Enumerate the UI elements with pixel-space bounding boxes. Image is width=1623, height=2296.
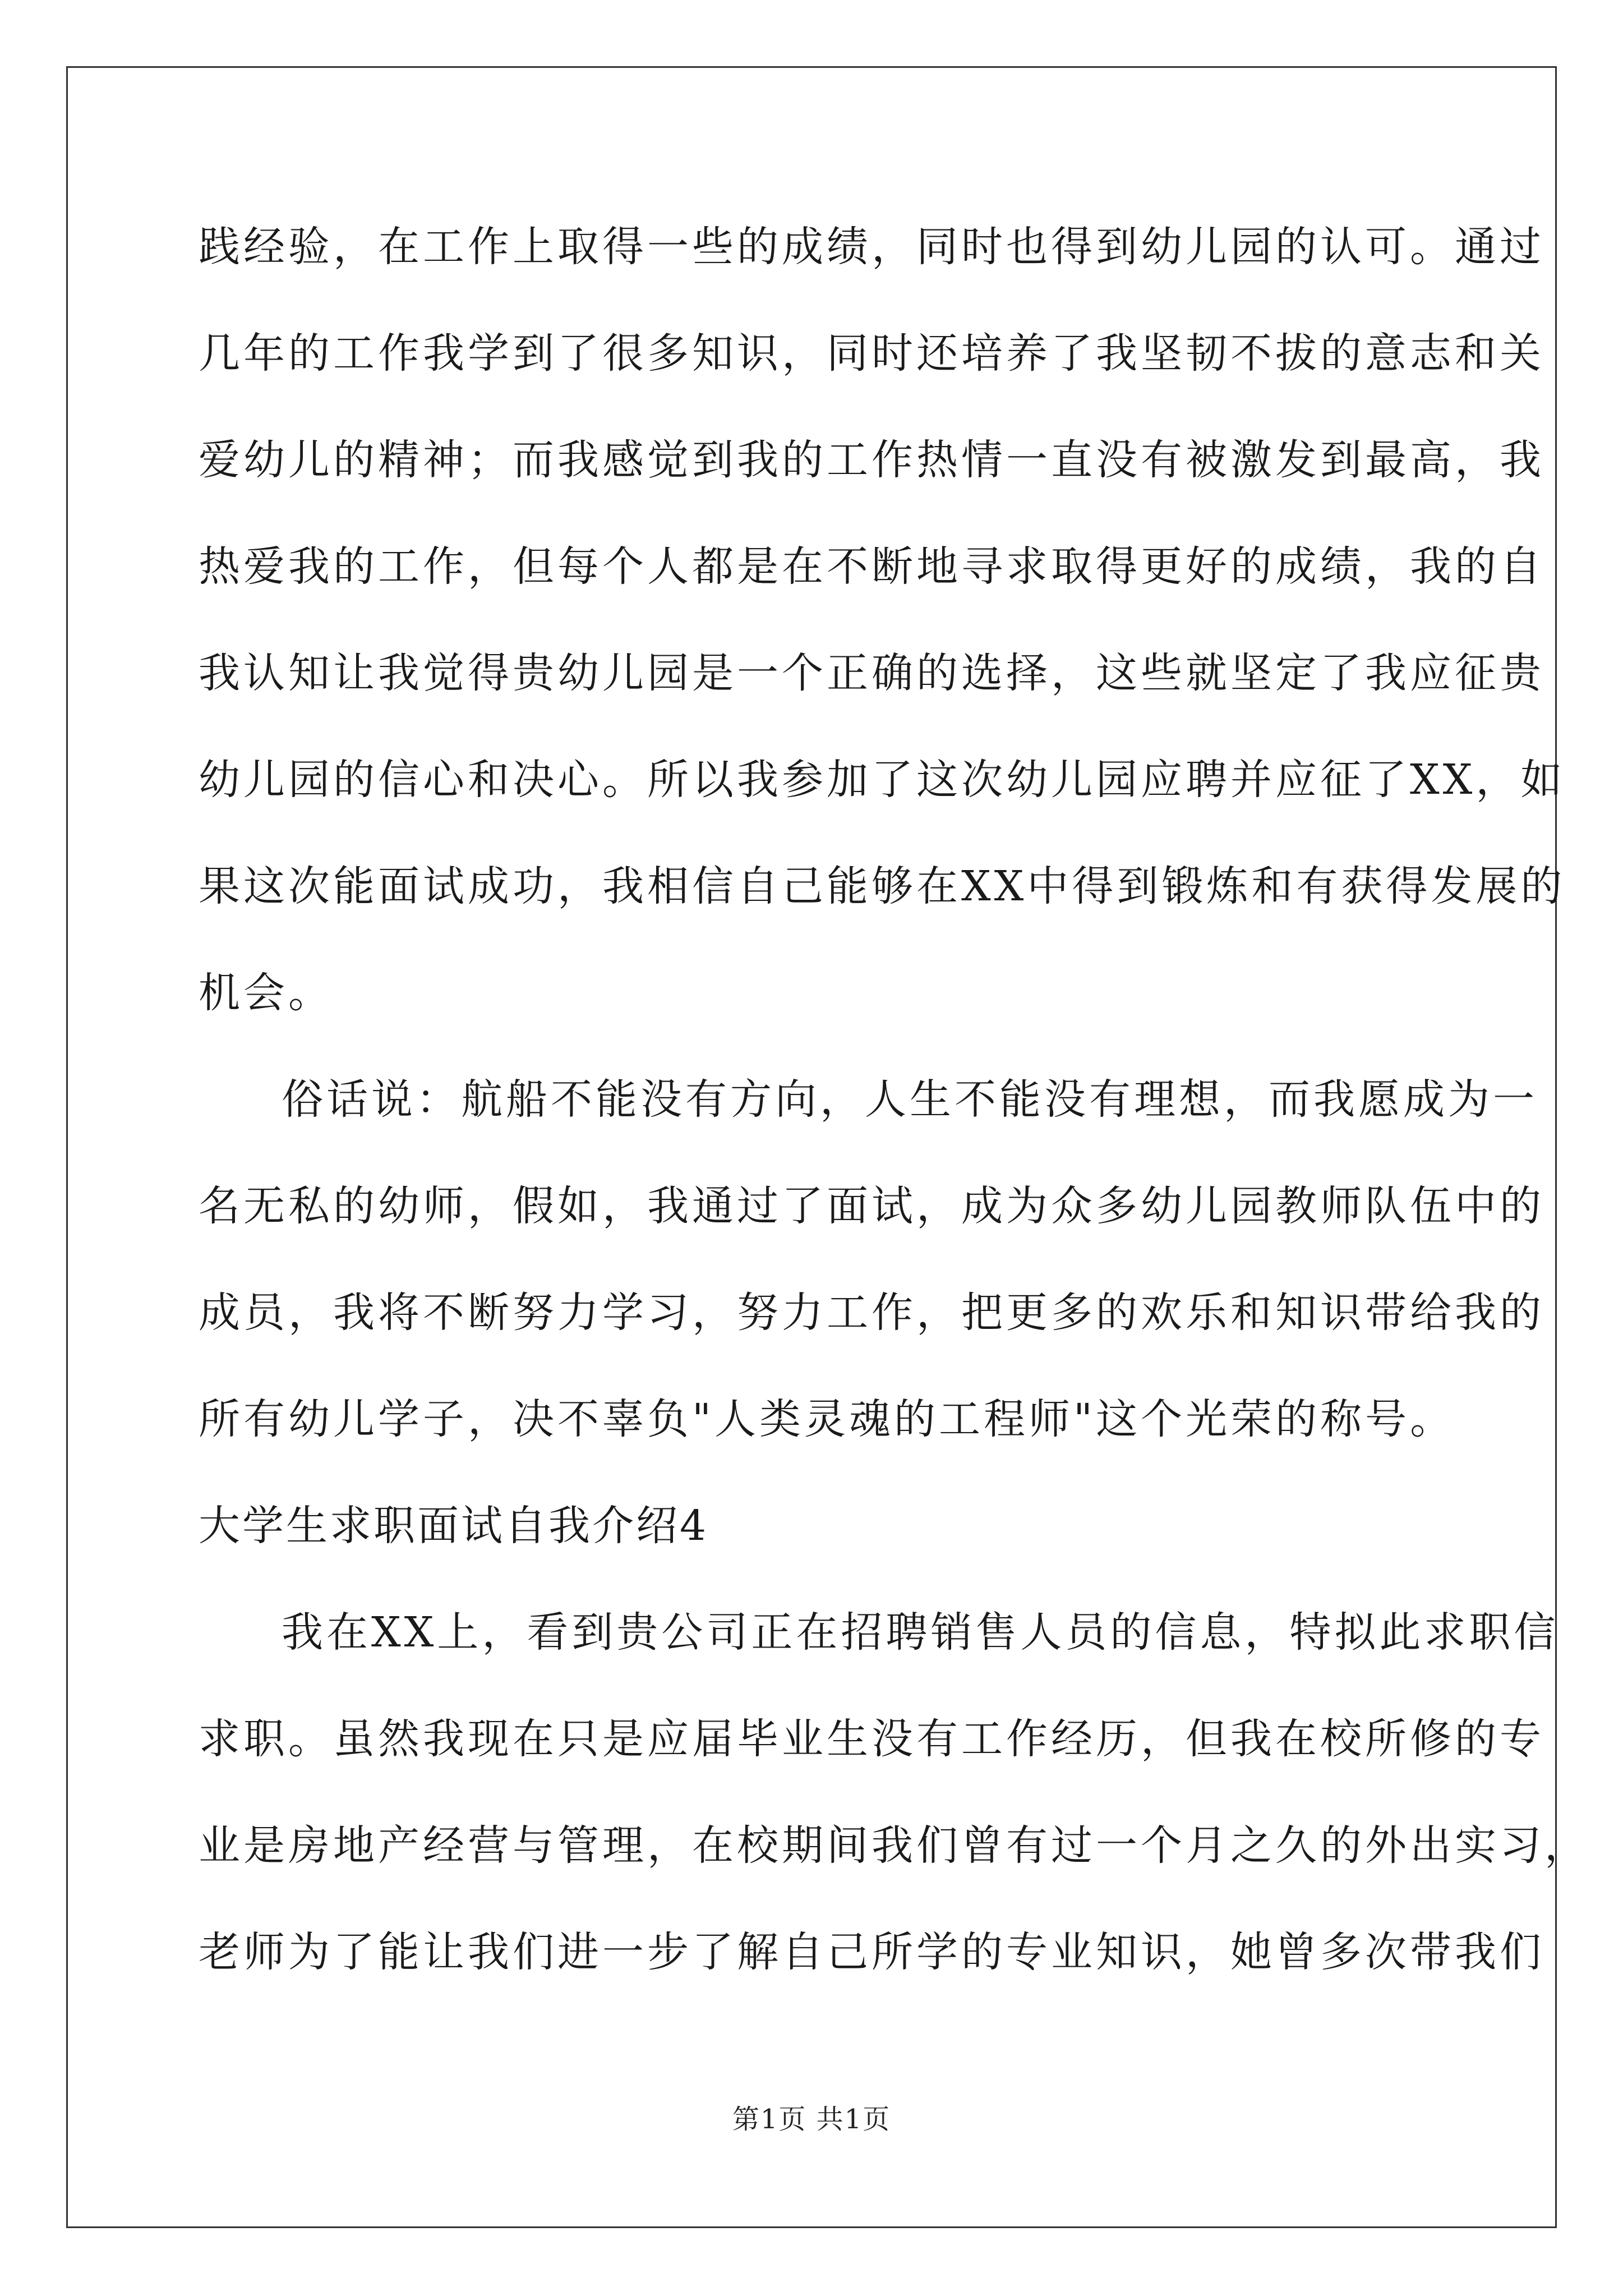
paragraph-line: 果这次能面试成功，我相信自己能够在XX中得到锻炼和有获得发展的	[199, 862, 1566, 910]
paragraph-line: 我在XX上，看到贵公司正在招聘销售人员的信息，特拟此求职信	[282, 1608, 1559, 1657]
paragraph-line: 求职。虽然我现在只是应届毕业生没有工作经历，但我在校所修的专	[199, 1715, 1544, 1763]
paragraph-line: 业是房地产经营与管理，在校期间我们曾有过一个月之久的外出实习，	[199, 1821, 1589, 1870]
paragraph-line: 爱幼儿的精神；而我感觉到我的工作热情一直没有被激发到最高，我	[199, 436, 1544, 484]
paragraph-line: 老师为了能让我们进一步了解自己所学的专业知识，她曾多次带我们	[199, 1928, 1544, 1976]
paragraph-line: 所有幼儿学子，决不辜负"人类灵魂的工程师"这个光荣的称号。	[199, 1395, 1455, 1443]
paragraph-line: 热爱我的工作，但每个人都是在不断地寻求取得更好的成绩，我的自	[199, 542, 1544, 591]
paragraph-line: 我认知让我觉得贵幼儿园是一个正确的选择，这些就坚定了我应征贵	[199, 649, 1544, 697]
paragraph-line: 机会。	[199, 969, 333, 1017]
paragraph-line: 俗话说：航船不能没有方向，人生不能没有理想，而我愿成为一	[282, 1075, 1538, 1124]
paragraph-line: 成员，我将不断努力学习，努力工作，把更多的欢乐和知识带给我的	[199, 1289, 1544, 1337]
page-border	[66, 66, 1557, 2228]
paragraph-line: 践经验，在工作上取得一些的成绩，同时也得到幼儿园的认可。通过	[199, 223, 1544, 271]
paragraph-line: 名无私的幼师，假如，我通过了面试，成为众多幼儿园教师队伍中的	[199, 1182, 1544, 1230]
paragraph-line: 几年的工作我学到了很多知识，同时还培养了我坚韧不拔的意志和关	[199, 329, 1544, 378]
section-heading: 大学生求职面试自我介绍4	[199, 1502, 709, 1550]
paragraph-line: 幼儿园的信心和决心。所以我参加了这次幼儿园应聘并应征了XX，如	[199, 756, 1566, 804]
page-footer: 第1页 共1页	[732, 2104, 891, 2135]
